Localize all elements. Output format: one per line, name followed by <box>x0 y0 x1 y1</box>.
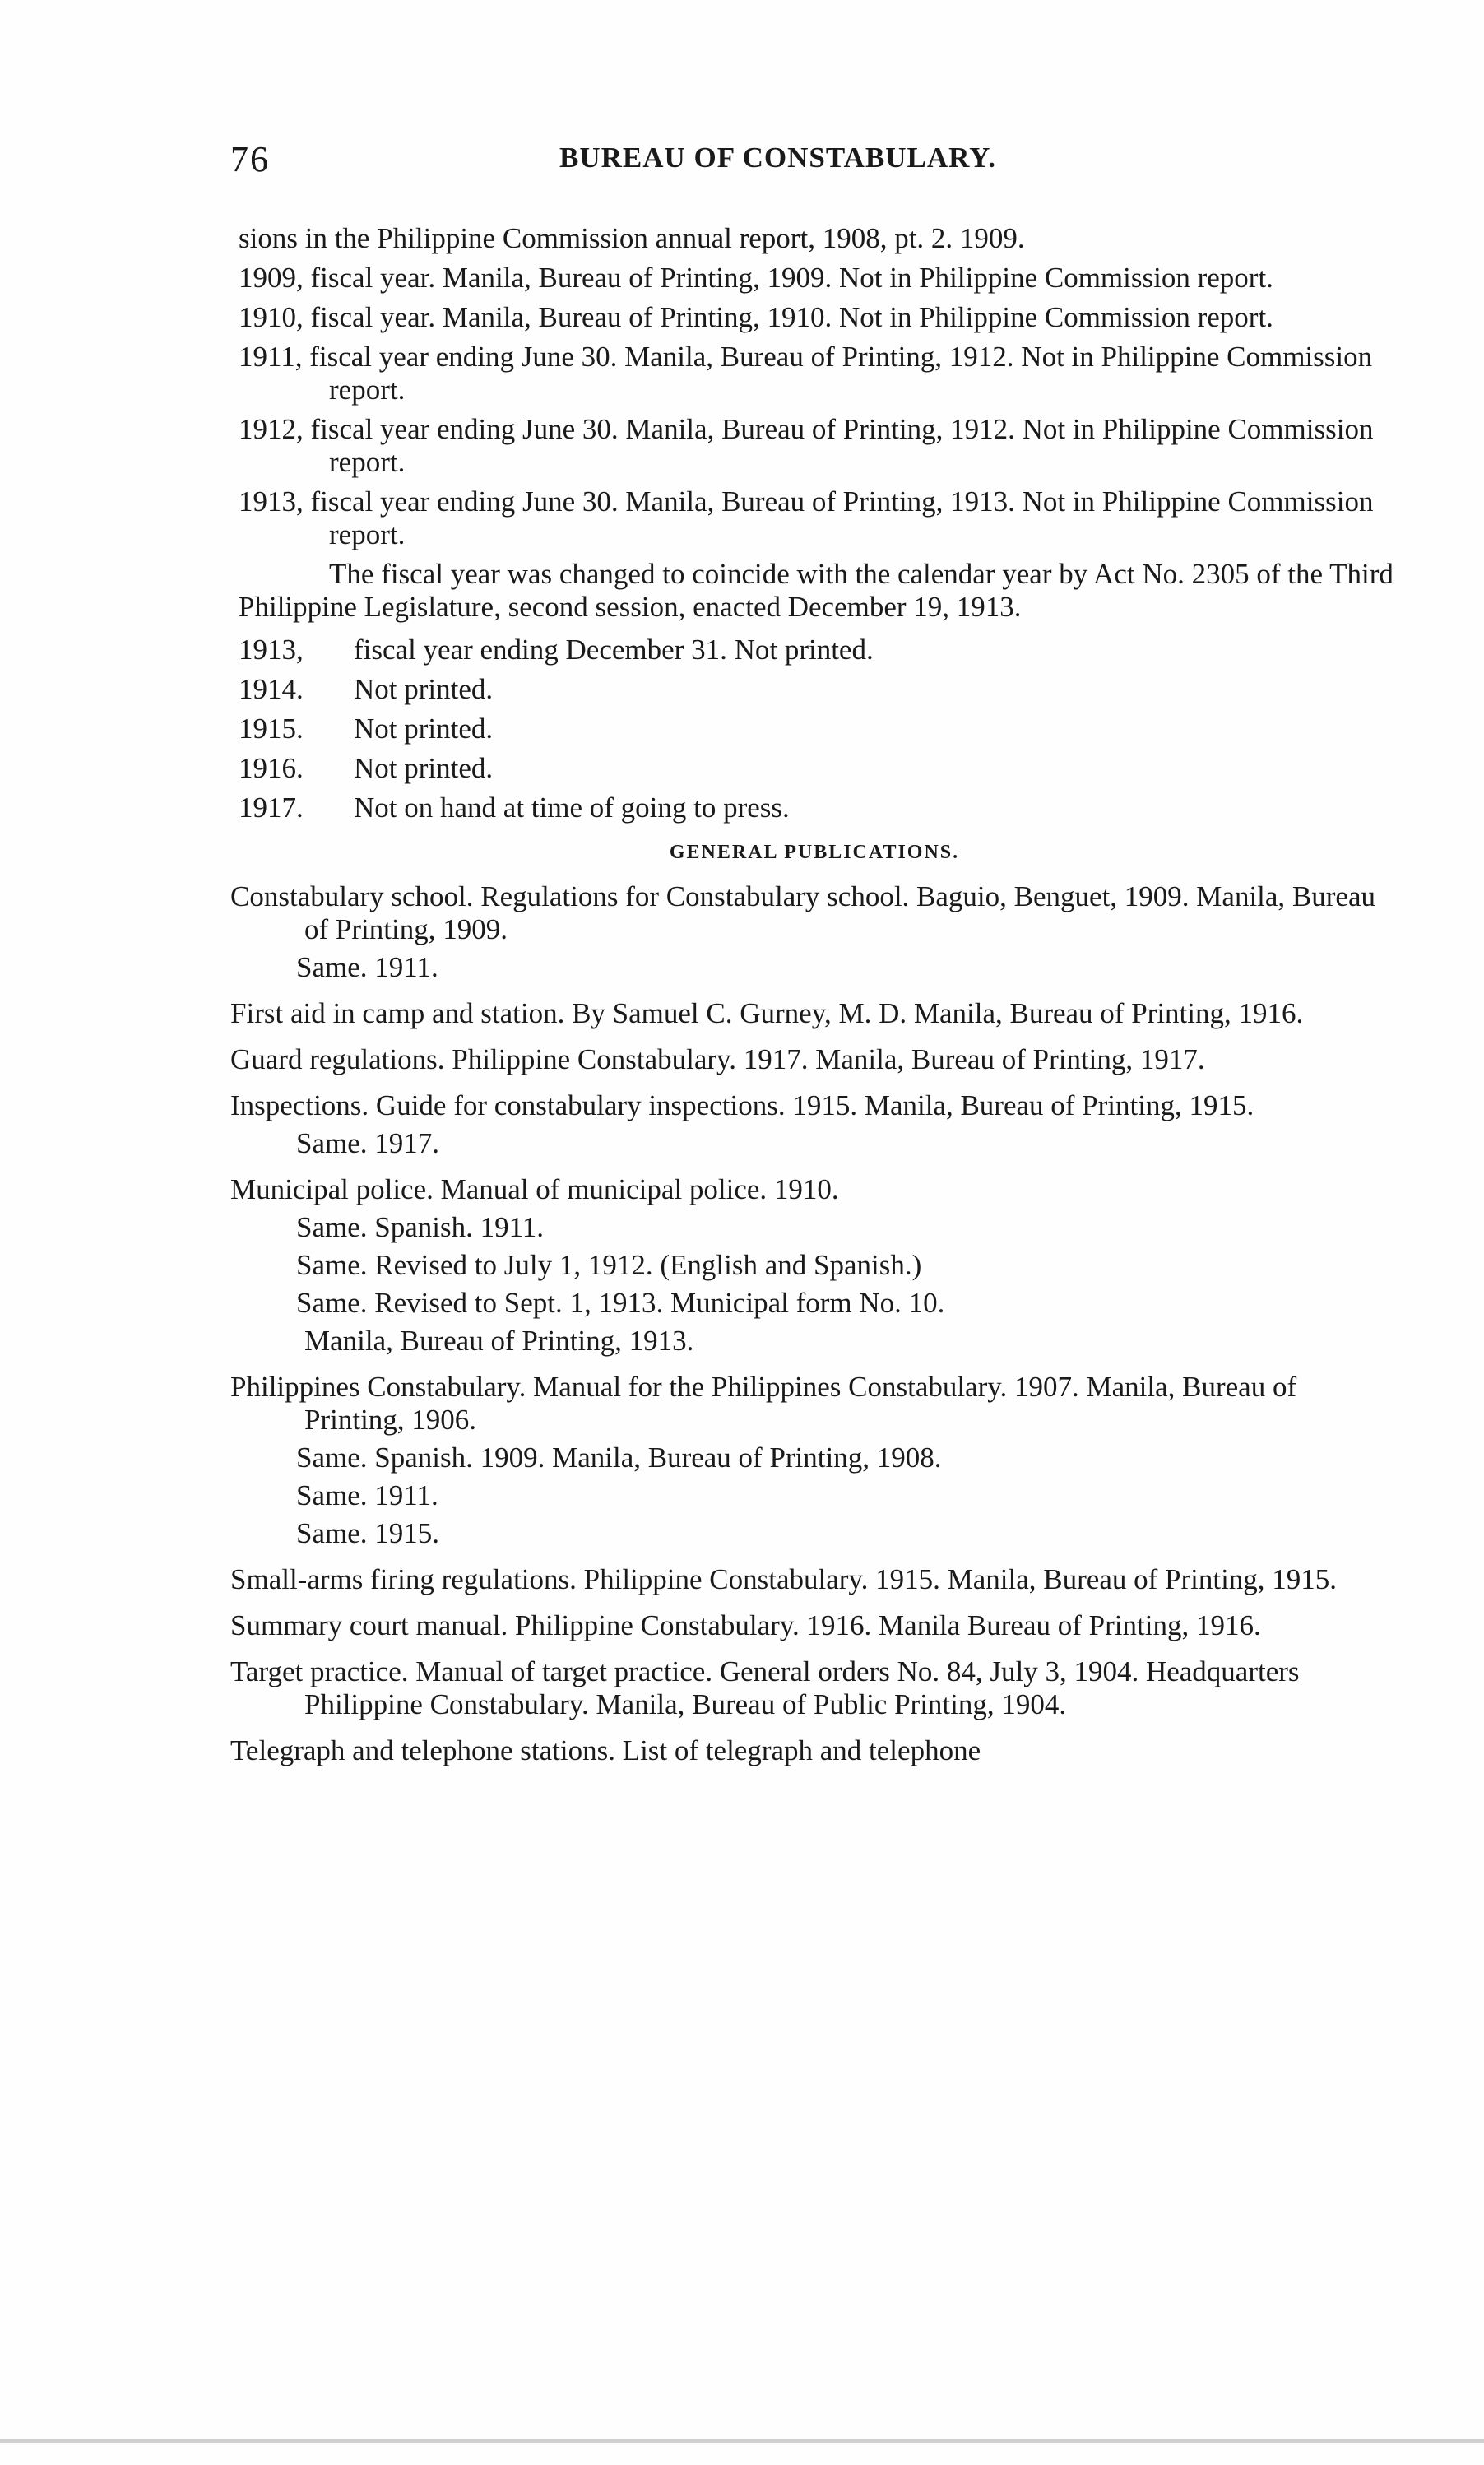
annual-report-entry: 1910, fiscal year. Manila, Bureau of Printing, 1910. Not in Philippine Commission report. <box>239 301 1273 333</box>
publication-entry: Municipal police. Manual of municipal police. 1910. <box>230 1173 839 1205</box>
publication-entry: First aid in camp and station. By Samuel C. Gurney, M. D. Manila, Bureau of Printing, 1916. <box>230 997 1304 1029</box>
publication-entry: Inspections. Guide for constabulary inspections. 1915. Manila, Bureau of Printing, 1915. <box>230 1089 1254 1121</box>
publication-entry: Philippines Constabulary. Manual for the Philippines Constabulary. 1907. Manila, Bureau of Printing, 1906. <box>230 1371 1297 1436</box>
report-year: 1913, <box>239 634 304 666</box>
same-entry-continuation: Manila, Bureau of Printing, 1913. <box>304 1325 694 1357</box>
later-report-row <box>230 673 1398 706</box>
running-title: BUREAU OF CONSTABULARY. <box>559 142 996 174</box>
page-number: 76 <box>230 139 270 179</box>
later-report-row <box>230 634 1398 666</box>
page-bottom-edge <box>0 2439 1484 2443</box>
publication-entry: Constabulary school. Regulations for Constabulary school. Baguio, Benguet, 1909. Manila, Bureau of Printing, 1909. <box>230 880 1376 945</box>
annual-report-entry: 1912, fiscal year ending June 30. Manila, Bureau of Printing, 1912. Not in Philippine Commission report. <box>239 413 1374 478</box>
same-entry: Same. 1911. <box>296 1479 438 1511</box>
same-entry: Same. Revised to July 1, 1912. (English and Spanish.) <box>296 1249 922 1281</box>
same-entry: Same. Spanish. 1911. <box>296 1211 545 1243</box>
report-year: 1916. <box>239 752 304 784</box>
later-report-row <box>230 752 1398 785</box>
same-entry: Same. Revised to Sept. 1, 1913. Municipal form No. 10. <box>296 1287 945 1319</box>
publication-entry: Guard regulations. Philippine Constabulary. 1917. Manila, Bureau of Printing, 1917. <box>230 1043 1205 1075</box>
report-year: 1917. <box>239 791 304 824</box>
same-entry: Same. 1911. <box>296 951 438 983</box>
publication-entry: Small-arms firing regulations. Philippine Constabulary. 1915. Manila, Bureau of Printing, 1915. <box>230 1563 1338 1595</box>
later-report-row <box>230 791 1398 824</box>
publication-entry: Summary court manual. Philippine Constabulary. 1916. Manila Bureau of Printing, 1916. <box>230 1609 1261 1641</box>
same-entry: Same. Spanish. 1909. Manila, Bureau of Printing, 1908. <box>296 1441 942 1474</box>
report-year: 1915. <box>239 713 304 745</box>
annual-report-entry: 1913, fiscal year ending June 30. Manila, Bureau of Printing, 1913. Not in Philippine Commission report. <box>239 485 1374 550</box>
report-status: Not printed. <box>354 752 494 784</box>
page-body <box>230 222 1398 1772</box>
page-header <box>230 138 1398 188</box>
report-status: Not printed. <box>354 713 494 745</box>
report-status: Not printed. <box>354 673 494 705</box>
report-year: 1914. <box>239 673 304 705</box>
annual-report-entry: 1909, fiscal year. Manila, Bureau of Printing, 1909. Not in Philippine Commission report. <box>239 262 1273 294</box>
annual-report-entry: sions in the Philippine Commission annual report, 1908, pt. 2. 1909. <box>239 222 1025 254</box>
annual-report-entry: 1911, fiscal year ending June 30. Manila, Bureau of Printing, 1912. Not in Philippine Commission report. <box>239 341 1373 406</box>
later-report-row <box>230 713 1398 745</box>
same-entry: Same. 1917. <box>296 1127 440 1159</box>
publication-entry: Telegraph and telephone stations. List of telegraph and telephone <box>230 1734 981 1766</box>
report-status: fiscal year ending December 31. Not printed. <box>354 634 874 666</box>
report-status: Not on hand at time of going to press. <box>354 791 790 824</box>
publication-entry: Target practice. Manual of target practice. General orders No. 84, July 3, 1904. Headquarters Philippine Constabulary. Manila, Bureau of Public Printing, 1904. <box>230 1655 1300 1720</box>
section-heading: GENERAL PUBLICATIONS. <box>669 842 960 863</box>
same-entry: Same. 1915. <box>296 1517 440 1549</box>
fiscal-year-note: The fiscal year was changed to coincide with the calendar year by Act No. 2305 of the Third Philippine Legislature, second session, enacted December 19, 1913. <box>239 558 1394 623</box>
